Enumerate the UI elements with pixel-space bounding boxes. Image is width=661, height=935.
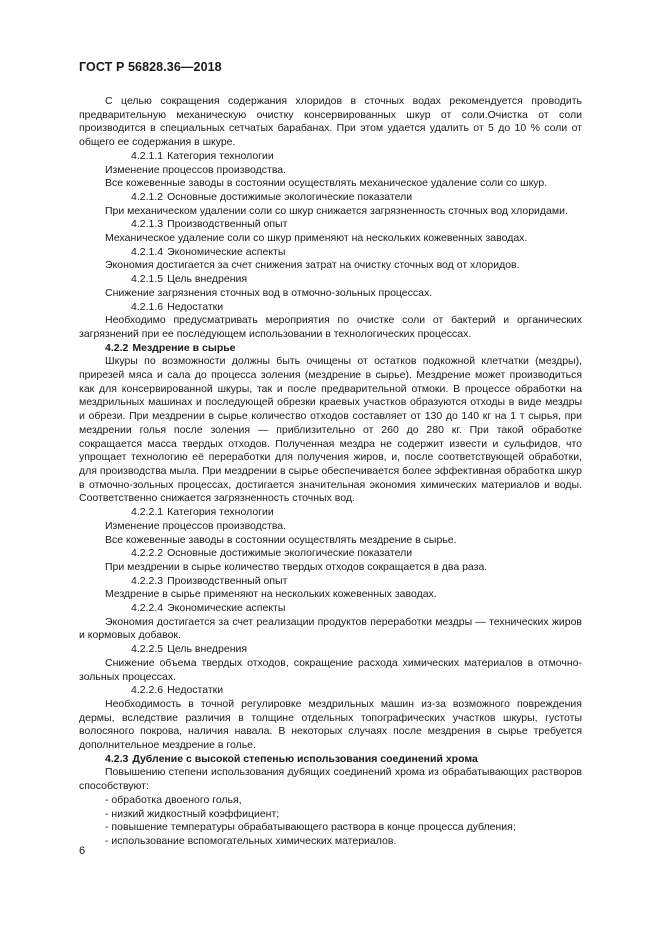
section-number: 4.2.2.4 xyxy=(131,602,164,615)
list-item: - повышение температуры обрабатывающего раствора в конце процесса дубления; xyxy=(105,821,516,834)
subsection-heading xyxy=(79,191,582,205)
paragraph: Экономия достигается за счет снижения затрат на очистку сточных вод от хлоридов. xyxy=(105,259,520,272)
section-title: Производственный опыт xyxy=(167,574,288,587)
subsection-heading xyxy=(79,246,582,260)
section-title: Недостатки xyxy=(167,684,224,697)
paragraph: Необходимость в точной регулировке мездрильных машин из-за возможного повреждения дермы, вследствие различия в толщине отдельных топографических участков шкуры, густоты волосяного покрова, наличия навала. В некоторых случаях после мездрения в сырье требуется дополнительное мездрение в голье. xyxy=(79,697,582,752)
paragraph: С целью сокращения содержания хлоридов в сточных водах рекомендуется проводить предварительную механическую очистку консервированных шкур от соли.Очистка от соли производится в специальных сетчатых барабанах. При этом удается удалить от 5 до 10 % соли от общего ее содержания в шкуре. xyxy=(79,95,582,149)
section-title: Категория технологии xyxy=(167,149,274,162)
page-number: 6 xyxy=(79,845,86,857)
section-title: Основные достижимые экологические показатели xyxy=(167,547,413,560)
subsection-heading xyxy=(79,575,582,589)
subsection-heading xyxy=(79,506,582,520)
section-number: 4.2.1.6 xyxy=(131,300,164,313)
paragraph: Шкуры по возможности должны быть очищены от остатков подкожной клетчатки (мездры), прирезей мяса и сала до процесса золения (мездрение в сырье). Мездрение может производиться как для консервированной шкуры, так и после предварительной отмоки. В процессе обработки на мездрильных машинах и последующей обрезки краевых участков образуются отходы в виде мездры и обрези. При мездрении в сырье количество отходов составляет от 130 до 140 кг на 1 т сырья, при мездрении голья после золения — приблизительно от 260 до 280 кг. При такой обработке сокращается масса твердых отходов. Полученная мездра не содержит извести и сульфидов, что упрощает технологию её переработки для получения жиров, и, после соответствующей обработки, для производства мыла. При мездрении в сырье обеспечивается более эффективная обработка шкур в отмочно-зольных процессах, достигается значительная экономия химических материалов и воды. Соответственно снижается загрязненность сточных вод. xyxy=(79,355,582,505)
section-title: Экономические аспекты xyxy=(167,602,286,615)
section-number: 4.2.2.3 xyxy=(131,574,164,587)
subsection-heading xyxy=(79,547,582,561)
paragraph: Все кожевенные заводы в состоянии осуществлять мездрение в сырье. xyxy=(105,533,457,546)
subsection-heading xyxy=(79,301,582,315)
subsection-heading xyxy=(79,273,582,287)
subsection-heading xyxy=(79,684,582,698)
section-heading xyxy=(79,342,582,356)
section-number: 4.2.3 xyxy=(105,752,129,765)
section-title: Мездрение в сырье xyxy=(132,341,236,354)
list-item: - обработка двоеного голья, xyxy=(105,793,242,806)
subsection-heading xyxy=(79,643,582,657)
section-number: 4.2.1.3 xyxy=(131,218,164,231)
list-item: - использование вспомогательных химических материалов. xyxy=(105,834,397,847)
section-title: Экономические аспекты xyxy=(167,245,286,258)
subsection-heading xyxy=(79,602,582,616)
section-number: 4.2.1.2 xyxy=(131,190,164,203)
paragraph: При механическом удалении соли со шкур снижается загрязненность сточных вод хлоридами. xyxy=(105,204,568,217)
section-title: Цель внедрения xyxy=(167,273,248,286)
paragraph: Необходимо предусматривать мероприятия по очистке соли от бактерий и органических загрязнений при ее последующем использовании в технологических процессах. xyxy=(79,314,582,340)
paragraph: Механическое удаление соли со шкур применяют на нескольких кожевенных заводах. xyxy=(105,232,528,245)
paragraph: Снижение загрязнения сточных вод в отмочно-зольных процессах. xyxy=(105,286,433,299)
paragraph: Изменение процессов производства. xyxy=(105,519,287,532)
section-title: Цель внедрения xyxy=(167,643,248,656)
section-number: 4.2.2.6 xyxy=(131,684,164,697)
document-body xyxy=(79,95,582,849)
paragraph: Снижение объема твердых отходов, сокращение расхода химических материалов в отмочно-зольных процессах. xyxy=(79,656,582,683)
section-number: 4.2.2.2 xyxy=(131,547,164,560)
section-title: Недостатки xyxy=(167,300,224,313)
section-number: 4.2.1.1 xyxy=(131,149,164,162)
section-number: 4.2.1.5 xyxy=(131,273,164,286)
section-heading xyxy=(79,753,582,767)
paragraph: Изменение процессов производства. xyxy=(105,163,287,176)
paragraph: Повышению степени использования дубящих соединений хрома из обрабатывающих растворов способствуют: xyxy=(79,766,582,793)
subsection-heading xyxy=(79,150,582,164)
paragraph: Мездрение в сырье применяют на нескольких кожевенных заводах. xyxy=(105,588,437,601)
section-title: Производственный опыт xyxy=(167,218,288,231)
section-title: Дубление с высокой степенью использования соединений хрома xyxy=(132,752,478,765)
paragraph: Все кожевенные заводы в состоянии осуществлять механическое удаление соли со шкур. xyxy=(105,177,548,190)
document-header: ГОСТ Р 56828.36—2018 xyxy=(79,60,222,74)
section-number: 4.2.2.5 xyxy=(131,643,164,656)
list-item: - низкий жидкостный коэффициент; xyxy=(105,807,280,820)
paragraph: При мездрении в сырье количество твердых отходов сокращается в два раза. xyxy=(105,560,488,573)
section-title: Категория технологии xyxy=(167,506,274,519)
section-number: 4.2.2.1 xyxy=(131,506,164,519)
section-title: Основные достижимые экологические показатели xyxy=(167,190,413,203)
section-number: 4.2.1.4 xyxy=(131,245,164,258)
section-number: 4.2.2 xyxy=(105,341,129,354)
paragraph: Экономия достигается за счет реализации продуктов переработки мездры — технических жиров и кормовых добавок. xyxy=(79,615,582,642)
subsection-heading xyxy=(79,218,582,232)
